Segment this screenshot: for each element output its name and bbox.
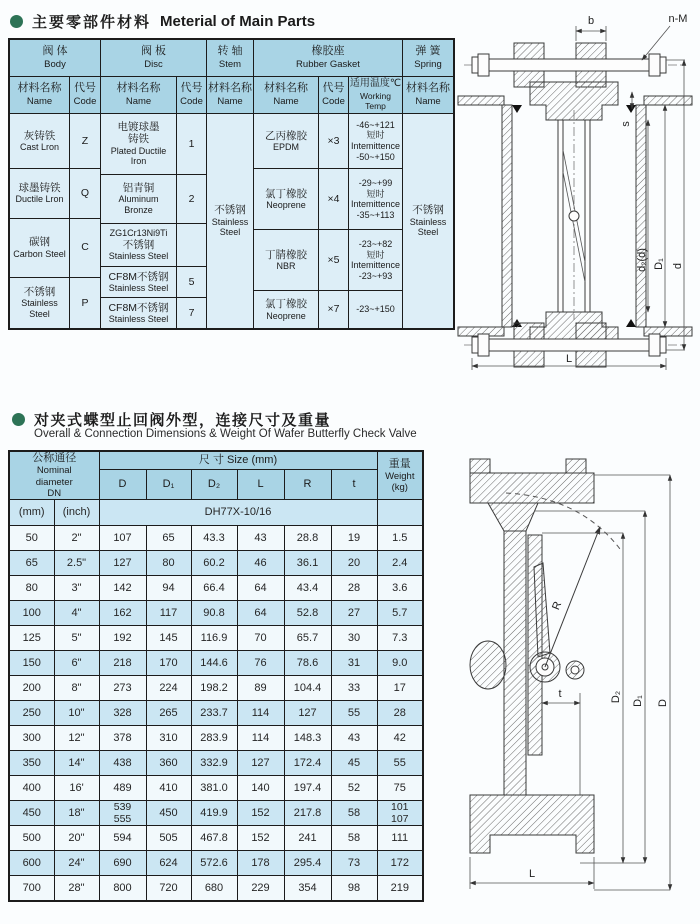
table-column xyxy=(177,114,207,328)
data-cell: 295.4 xyxy=(284,851,331,876)
data-cell: 127 xyxy=(237,751,284,776)
data-cell: 12" xyxy=(54,726,99,751)
table-cell: 1 xyxy=(177,114,206,175)
data-cell: 1.5 xyxy=(377,526,423,551)
data-cell: 265 xyxy=(146,701,191,726)
data-cell: 172.4 xyxy=(284,751,331,776)
data-cell: 624 xyxy=(146,851,191,876)
data-cell: 350 xyxy=(9,751,54,776)
data-cell: 360 xyxy=(146,751,191,776)
column-group-header: 弹 簧 Spring xyxy=(403,40,453,77)
data-cell: 539 555 xyxy=(99,801,146,826)
table-row xyxy=(9,876,423,901)
data-cell: 125 xyxy=(9,626,54,651)
column-group-header: 橡胶座 Rubber Gasket xyxy=(254,40,403,77)
data-cell: 700 xyxy=(9,876,54,901)
data-cell: 142 xyxy=(99,576,146,601)
table-column xyxy=(254,114,319,328)
data-cell: 52.8 xyxy=(284,601,331,626)
table-row xyxy=(9,701,423,726)
green-bullet-icon xyxy=(10,15,23,28)
table-cell: ×4 xyxy=(319,169,348,230)
table-cell: 球墨铸铁 Ductile Lron xyxy=(10,169,69,218)
data-cell: 17 xyxy=(377,676,423,701)
data-cell: 217.8 xyxy=(284,801,331,826)
data-cell: 310 xyxy=(146,726,191,751)
data-cell: 27 xyxy=(331,601,377,626)
table-cell: ZG1Cr13Ni9Ti 不锈钢 Stainless Steel xyxy=(101,224,176,267)
data-cell: 16' xyxy=(54,776,99,801)
materials-table xyxy=(8,38,455,330)
data-cell: 410 xyxy=(146,776,191,801)
table-cell: 2 xyxy=(177,175,206,224)
table-column xyxy=(101,114,177,328)
data-cell: 42 xyxy=(377,726,423,751)
data-cell: 3" xyxy=(54,576,99,601)
section1-title-en: Meterial of Main Parts xyxy=(160,13,316,30)
table-column xyxy=(319,114,349,328)
column-subheader: 材料名称 Name xyxy=(254,77,319,114)
header-dn: 公称通径 Nominal diameter DN xyxy=(9,451,99,500)
data-cell: 46 xyxy=(237,551,284,576)
header-size-col: R xyxy=(284,470,331,500)
data-cell: 328 xyxy=(99,701,146,726)
column-subheader: 材料名称 Name xyxy=(207,77,254,114)
data-cell: 30 xyxy=(331,626,377,651)
table-cell xyxy=(177,224,206,267)
data-cell: 111 xyxy=(377,826,423,851)
data-cell: 400 xyxy=(9,776,54,801)
data-cell: 52 xyxy=(331,776,377,801)
data-cell: 76 xyxy=(237,651,284,676)
table-column xyxy=(10,114,70,328)
table-cell: ×3 xyxy=(319,114,348,169)
table-cell: C xyxy=(70,219,100,278)
dim-label-l-top: L xyxy=(565,353,573,365)
column-subheader: 材料名称 Name xyxy=(10,77,70,114)
data-cell: 28" xyxy=(54,876,99,901)
data-cell: 65 xyxy=(146,526,191,551)
header-size-col: D xyxy=(99,470,146,500)
table-cell: 碳钢 Carbon Steel xyxy=(10,219,69,278)
data-cell: 680 xyxy=(191,876,237,901)
table-cell: 不锈钢 Stainless Steel xyxy=(211,204,249,238)
data-cell: 720 xyxy=(146,876,191,901)
table-row xyxy=(9,851,423,876)
data-cell: 224 xyxy=(146,676,191,701)
data-cell: 43 xyxy=(237,526,284,551)
data-cell: 94 xyxy=(146,576,191,601)
data-cell: 152 xyxy=(237,826,284,851)
data-cell: 28.8 xyxy=(284,526,331,551)
data-cell: 66.4 xyxy=(191,576,237,601)
table-row xyxy=(9,826,423,851)
data-cell: 300 xyxy=(9,726,54,751)
data-cell: 378 xyxy=(99,726,146,751)
data-cell: 219 xyxy=(377,876,423,901)
dim-label-d-outer: d xyxy=(672,262,684,270)
header-size-col: D₂ xyxy=(191,470,237,500)
data-cell: 58 xyxy=(331,826,377,851)
unit-mm: (mm) xyxy=(9,500,54,526)
data-cell: 43.4 xyxy=(284,576,331,601)
table-row xyxy=(9,801,423,826)
column-subheader: 材料名称 Name xyxy=(101,77,177,114)
data-cell: 64 xyxy=(237,601,284,626)
header-weight: 重量 Weight (kg) xyxy=(377,451,423,500)
table-row xyxy=(9,651,423,676)
data-cell: 2" xyxy=(54,526,99,551)
data-cell: 172 xyxy=(377,851,423,876)
data-cell: 28 xyxy=(377,701,423,726)
data-cell: 5.7 xyxy=(377,601,423,626)
data-cell: 7.3 xyxy=(377,626,423,651)
table-cell: 铝青铜 Aluminum Bronze xyxy=(101,175,176,224)
data-cell: 198.2 xyxy=(191,676,237,701)
data-cell: 197.4 xyxy=(284,776,331,801)
data-cell: 58 xyxy=(331,801,377,826)
data-cell: 450 xyxy=(146,801,191,826)
data-cell: 3.6 xyxy=(377,576,423,601)
table-row xyxy=(9,751,423,776)
dim-label-d2d: d₂(d) xyxy=(636,248,648,272)
table-cell: -23~+150 xyxy=(356,304,395,315)
data-cell: 19 xyxy=(331,526,377,551)
table-row xyxy=(9,726,423,751)
data-cell: 75 xyxy=(377,776,423,801)
data-cell: 283.9 xyxy=(191,726,237,751)
dim-label-r: R xyxy=(550,599,565,612)
table-cell: -46~+121 短时 Intemittence -50~+150 xyxy=(349,114,402,169)
data-cell: 43 xyxy=(331,726,377,751)
data-cell: 90.8 xyxy=(191,601,237,626)
green-bullet-icon-2 xyxy=(12,413,25,426)
table-row xyxy=(9,626,423,651)
data-cell: 2.4 xyxy=(377,551,423,576)
header-size-col: D₁ xyxy=(146,470,191,500)
data-cell: 229 xyxy=(237,876,284,901)
column-subheader: 代号 Code xyxy=(70,77,101,114)
column-subheader: 适用温度℃ Working Temp xyxy=(349,77,403,114)
data-cell: 127 xyxy=(284,701,331,726)
valve-cross-section-drawing-bottom xyxy=(448,435,700,924)
data-cell: 572.6 xyxy=(191,851,237,876)
data-cell: 45 xyxy=(331,751,377,776)
data-cell: 65 xyxy=(9,551,54,576)
data-cell: 70 xyxy=(237,626,284,651)
header-size-col: t xyxy=(331,470,377,500)
data-cell: 114 xyxy=(237,701,284,726)
data-cell: 55 xyxy=(377,751,423,776)
data-cell: 101 107 xyxy=(377,801,423,826)
data-cell: 9.0 xyxy=(377,651,423,676)
table-cell: 7 xyxy=(188,306,195,319)
data-cell: 150 xyxy=(9,651,54,676)
table-cell: 乙丙橡胶 EPDM xyxy=(254,114,318,169)
section2-title-en: Overall & Connection Dimensions & Weight Of Wafer Butterfly Check Valve xyxy=(34,428,417,440)
table-row xyxy=(9,576,423,601)
data-cell: 100 xyxy=(9,601,54,626)
data-cell: 33 xyxy=(331,676,377,701)
data-cell: 43.3 xyxy=(191,526,237,551)
data-cell: 116.9 xyxy=(191,626,237,651)
table-row xyxy=(9,526,423,551)
data-cell: 2.5" xyxy=(54,551,99,576)
data-cell: 332.9 xyxy=(191,751,237,776)
model-designation: DH77X-10/16 xyxy=(99,500,377,526)
dim-label-d2-bottom: D₂ xyxy=(610,690,622,704)
table-cell: ×7 xyxy=(327,303,340,316)
data-cell: 104.4 xyxy=(284,676,331,701)
table-cell: 丁腈橡胶 NBR xyxy=(254,230,318,291)
section1-title-zh: 主要零部件材料 xyxy=(32,14,152,31)
data-cell: 152 xyxy=(237,801,284,826)
empty-cell xyxy=(377,500,423,526)
data-cell: 250 xyxy=(9,701,54,726)
dim-label-l-bottom: L xyxy=(528,868,536,880)
data-cell: 89 xyxy=(237,676,284,701)
data-cell: 594 xyxy=(99,826,146,851)
data-cell: 114 xyxy=(237,726,284,751)
data-cell: 170 xyxy=(146,651,191,676)
section1-title xyxy=(10,11,315,32)
column-group-header: 阀 板 Disc xyxy=(101,40,207,77)
data-cell: 36.1 xyxy=(284,551,331,576)
table-cell: Q xyxy=(70,169,100,218)
data-cell: 127 xyxy=(99,551,146,576)
data-cell: 800 xyxy=(99,876,146,901)
header-size-col: L xyxy=(237,470,284,500)
data-cell: 192 xyxy=(99,626,146,651)
data-cell: 233.7 xyxy=(191,701,237,726)
data-cell: 467.8 xyxy=(191,826,237,851)
table-cell: CF8M不锈钢 Stainless Steel xyxy=(108,301,169,324)
data-cell: 117 xyxy=(146,601,191,626)
data-cell: 78.6 xyxy=(284,651,331,676)
data-cell: 107 xyxy=(99,526,146,551)
data-cell: 489 xyxy=(99,776,146,801)
table-cell: Z xyxy=(70,114,100,169)
data-cell: 28 xyxy=(331,576,377,601)
data-cell: 450 xyxy=(9,801,54,826)
table-cell: 5 xyxy=(177,267,206,298)
table-row xyxy=(9,676,423,701)
column-group-header: 转 轴 Stem xyxy=(207,40,254,77)
data-cell: 60.2 xyxy=(191,551,237,576)
data-cell: 600 xyxy=(9,851,54,876)
data-cell: 162 xyxy=(99,601,146,626)
table-cell: 不锈钢 Stainless Steel xyxy=(21,286,58,320)
section2-title xyxy=(12,409,331,430)
data-cell: 241 xyxy=(284,826,331,851)
dim-label-b: b xyxy=(587,15,595,27)
data-cell: 144.6 xyxy=(191,651,237,676)
data-cell: 24" xyxy=(54,851,99,876)
column-subheader: 代号 Code xyxy=(177,77,207,114)
data-cell: 500 xyxy=(9,826,54,851)
dim-label-d1-top: D₁ xyxy=(653,258,665,270)
dim-label-d1-bottom: D₁ xyxy=(632,695,644,707)
data-cell: 5" xyxy=(54,626,99,651)
data-cell: 145 xyxy=(146,626,191,651)
data-cell: 438 xyxy=(99,751,146,776)
data-cell: 31 xyxy=(331,651,377,676)
data-cell: 80 xyxy=(9,576,54,601)
valve-cross-section-drawing-top xyxy=(452,10,698,372)
section2-title-zh: 对夹式蝶型止回阀外型，连接尺寸及重量 xyxy=(34,412,332,429)
table-row xyxy=(9,776,423,801)
data-cell: 98 xyxy=(331,876,377,901)
data-cell: 10" xyxy=(54,701,99,726)
data-cell: 55 xyxy=(331,701,377,726)
table-cell: 电镀球墨 铸铁 Plated Ductile Iron xyxy=(101,114,176,175)
dim-label-d-bottom: D xyxy=(657,699,669,707)
data-cell: 381.0 xyxy=(191,776,237,801)
data-cell: 80 xyxy=(146,551,191,576)
data-cell: 218 xyxy=(99,651,146,676)
data-cell: 200 xyxy=(9,676,54,701)
data-cell: 18" xyxy=(54,801,99,826)
table-cell: ×5 xyxy=(319,230,348,291)
table-cell: P xyxy=(81,296,89,309)
table-cell: 不锈钢 Stainless Steel xyxy=(409,204,447,238)
table-column xyxy=(70,114,101,328)
data-cell: 178 xyxy=(237,851,284,876)
column-subheader: 代号 Code xyxy=(319,77,349,114)
data-cell: 419.9 xyxy=(191,801,237,826)
data-cell: 6" xyxy=(54,651,99,676)
dim-label-t: t xyxy=(558,688,562,700)
table-column xyxy=(207,114,254,328)
table-row xyxy=(9,601,423,626)
data-cell: 140 xyxy=(237,776,284,801)
data-cell: 65.7 xyxy=(284,626,331,651)
table-cell: CF8M不锈钢 Stainless Steel xyxy=(101,267,176,298)
dim-label-n-m: n-M xyxy=(668,13,688,25)
table-cell: 灰铸铁 Cast Lron xyxy=(10,114,69,169)
column-subheader: 材料名称 Name xyxy=(403,77,453,114)
dimensions-table xyxy=(8,450,424,902)
data-cell: 505 xyxy=(146,826,191,851)
data-cell: 690 xyxy=(99,851,146,876)
data-cell: 354 xyxy=(284,876,331,901)
data-cell: 64 xyxy=(237,576,284,601)
table-cell: 氯丁橡胶 Neoprene xyxy=(265,298,307,321)
data-cell: 8" xyxy=(54,676,99,701)
data-cell: 14" xyxy=(54,751,99,776)
table-cell: -23~+82 短时 Intemittence -23~+93 xyxy=(349,230,402,291)
dim-label-s: s xyxy=(620,121,632,127)
data-cell: 73 xyxy=(331,851,377,876)
data-cell: 148.3 xyxy=(284,726,331,751)
data-cell: 20" xyxy=(54,826,99,851)
table-column xyxy=(403,114,453,328)
data-cell: 273 xyxy=(99,676,146,701)
table-cell: -29~+99 短时 Intemittence -35~+113 xyxy=(349,169,402,230)
table-column xyxy=(349,114,403,328)
data-cell: 50 xyxy=(9,526,54,551)
unit-inch: (inch) xyxy=(54,500,99,526)
data-cell: 20 xyxy=(331,551,377,576)
header-size: 尺 寸 Size (mm) xyxy=(99,451,377,470)
data-cell: 4" xyxy=(54,601,99,626)
table-cell: 氯丁橡胶 Neoprene xyxy=(254,169,318,230)
column-group-header: 阀 体 Body xyxy=(10,40,101,77)
table-row xyxy=(9,551,423,576)
